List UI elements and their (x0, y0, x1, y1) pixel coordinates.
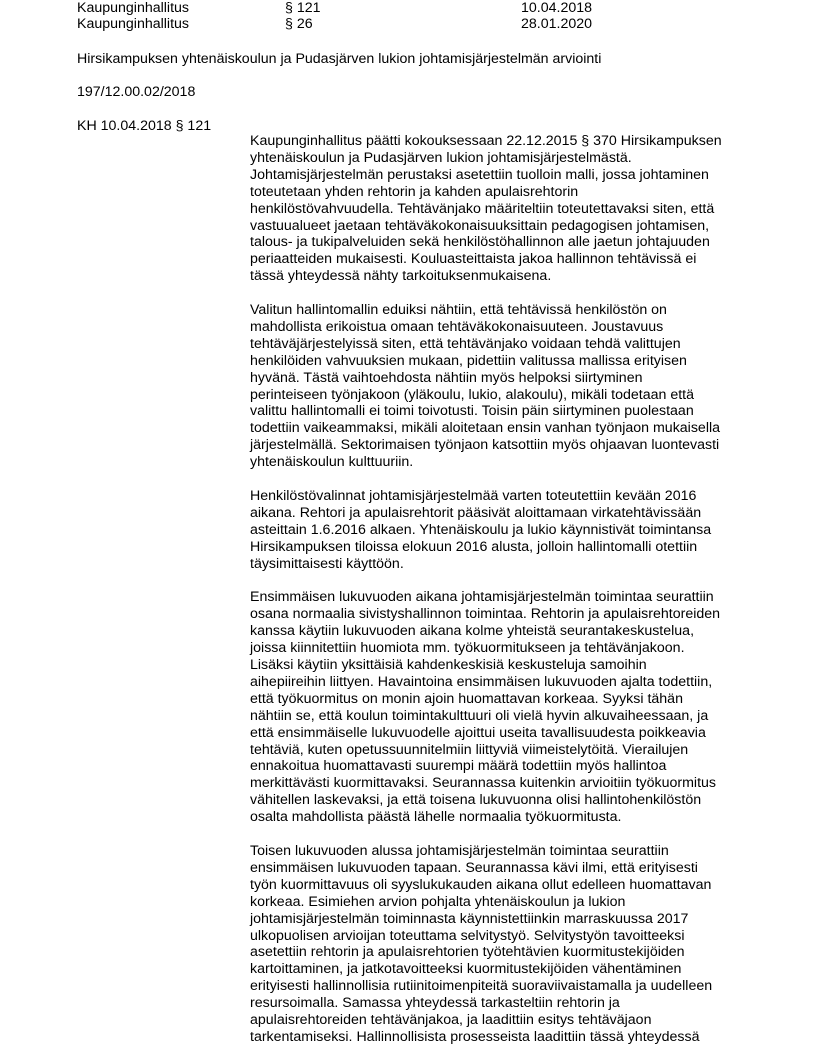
paragraph-line: täysimittaisesti käyttöön. (250, 555, 404, 572)
header-organ: Kaupunginhallitus (77, 16, 190, 32)
paragraph-line: merkittävästi kuormittavaksi. Seurannassa kuitenkin arvioitiin työkuormitus (250, 775, 717, 792)
paragraph-line: Lisäksi käytiin yksittäisiä kahdenkeskisiä keskusteluja samoihin (250, 657, 647, 674)
paragraph-line: valittu hallintomalli ei toimi toivotusti. Toisin päin siirtyminen puolestaan (250, 403, 694, 420)
paragraph (250, 488, 750, 573)
paragraph-line: hyvänä. Tästä vaihtoehdosta nähtiin myös helpoksi siirtyminen (250, 369, 643, 386)
paragraph-line: talous- ja tukipalveluiden sekä henkilöstöhallinnon alle jaetun johtajuuden (250, 234, 710, 251)
paragraph-line: todettiin vaikeammaksi, mikäli aloitetaan ensin vanhan työnjaon mukaisella (250, 420, 721, 437)
paragraph-line: korkeaa. Esimiehen arvion pohjalta yhtenäiskoulun ja lukion (250, 893, 626, 910)
paragraph-line: perinteiseen työnjakoon (yläkoulu, lukio, alakoulu), mikäli todetaan että (250, 386, 695, 403)
paragraph-line: resursoimalla. Samassa yhteydessä tarkasteltiin rehtorin ja (250, 995, 620, 1012)
header-section: § 26 (285, 16, 313, 32)
paragraph-line: vastuualueet jaetaan tehtäväkokonaisuuksittain pedagogisen johtamisen, (250, 217, 710, 234)
header-row (77, 0, 777, 17)
paragraph-line: joissa kiinnitettiin huomiota mm. työkuormitukseen ja tehtävänjakoon. (250, 640, 685, 657)
paragraph-line: Kaupunginhallitus päätti kokouksessaan 22.12.2015 § 370 Hirsikampuksen (250, 133, 722, 149)
paragraph-line: työn kuormittavuus oli syyslukukauden aikana ollut edelleen huomattavan (250, 876, 712, 893)
paragraph-line: ulkopuolisen arvioijan toteuttama selvitystyö. Selvitystyön tavoitteeksi (250, 927, 685, 944)
paragraph-line: aihepiireihin liittyen. Havaintoina ensimmäisen lukuvuoden ajalta todettiin, (250, 673, 713, 690)
paragraph-line: asteittain 1.6.2016 alkaen. Yhtenäiskoulu ja lukio käynnistivät toimintansa (250, 521, 712, 538)
document-title: Hirsikampuksen yhtenäiskoulun ja Pudasjärven lukion johtamisjärjestelmän arviointi (77, 51, 602, 67)
paragraph-line: yhtenäiskoulun ja Pudasjärven lukion johtamisjärjestelmästä. (250, 149, 632, 166)
header-date: 10.04.2018 (521, 0, 593, 16)
paragraph-line: apulaisrehtoreiden tehtävänjakoa, ja laadittiin esitys tehtäväjaon (250, 1012, 652, 1029)
paragraph-line: Johtamisjärjestelmän perustaksi asetettiin tuolloin malli, jossa johtaminen (250, 166, 709, 183)
body-text (250, 133, 750, 1063)
paragraph-line: ennakoitua huomattavasti suurempi määrä todettiin myös hallintoa (250, 758, 667, 775)
paragraph-line: tehtäviä, kuten opetussuunnitelmiin liittyviä viimeistelytöitä. Vierailujen (250, 741, 689, 758)
paragraph-line: kartoittaminen, ja jatkotavoitteeksi kuormitustekijöiden vähentäminen (250, 961, 682, 978)
paragraph-line: asetettiin rehtorin ja apulaisrehtorien työtehtävien kuormitustekijöiden (250, 944, 685, 961)
paragraph-line: Hirsikampuksen tiloissa elokuun 2016 alusta, jolloin hallintomalli otettiin (250, 538, 698, 555)
paragraph-line: Henkilöstövalinnat johtamisjärjestelmää varten toteutettiin kevään 2016 (250, 488, 697, 504)
paragraph-line: Toisen lukuvuoden alussa johtamisjärjestelmän toimintaa seurattiin (250, 843, 669, 859)
paragraph-line: nähtiin se, että koulun toimintakulttuuri oli vielä hyvin alkuvaiheessaan, ja (250, 707, 709, 724)
paragraph-line: osana normaalia sivistyshallinnon toimintaa. Rehtorin ja apulaisrehtoreiden (250, 606, 721, 623)
paragraph-line: että ensimmäiselle lukuvuodelle ajoittui useita tavallisuudesta poikkeavia (250, 724, 706, 741)
paragraph-line: Ensimmäisen lukuvuoden aikana johtamisjärjestelmän toimintaa seurattiin (250, 589, 714, 606)
paragraph-line: Valitun hallintomallin eduiksi nähtiin, että tehtävissä henkilöstön on (250, 302, 667, 319)
header-row (77, 16, 777, 33)
record-id: 197/12.00.02/2018 (77, 84, 196, 100)
paragraph-line: järjestelmällä. Sektorimaisen työnjaon katsottiin myös ohjaavan luontevasti (250, 437, 720, 454)
paragraph (250, 302, 750, 471)
meeting-reference: KH 10.04.2018 § 121 (77, 118, 212, 134)
paragraph-line: tässä yhteydessä nähty tarkoituksenmukaisena. (250, 268, 552, 285)
paragraph-line: yhtenäiskoulun kulttuuriin. (250, 454, 414, 471)
paragraph-line: henkilöstövahvuudella. Tehtävänjako määriteltiin toteutettavaksi siten, että (250, 200, 715, 217)
paragraph-line: periaatteiden mukaisesti. Kouluasteittaista jakoa hallinnon tehtävissä ei (250, 251, 697, 268)
paragraph (250, 843, 750, 1046)
header-section: § 121 (285, 0, 321, 16)
paragraph (250, 133, 750, 285)
paragraph-line: erityisesti hallinnollisia rutiinitoimenpiteitä suoraviivaistamalla ja uudelleen (250, 978, 713, 995)
header-date: 28.01.2020 (521, 16, 593, 32)
paragraph-line: että työkuormitus on monin ajoin huomattavan korkeaa. Syyksi tähän (250, 690, 683, 707)
paragraph-line: ensimmäisen lukuvuoden tapaan. Seurannassa kävi ilmi, että erityisesti (250, 859, 698, 876)
paragraph-line: toteutetaan yhden rehtorin ja kahden apulaisrehtorin (250, 183, 579, 200)
paragraph-line: vähitellen laskevaksi, ja että toisena lukuvuonna olisi hallintohenkilöstön (250, 792, 702, 809)
paragraph-line: kanssa käytiin lukuvuoden aikana kolme yhteistä seurantakeskustelua, (250, 623, 695, 640)
paragraph-line: osalta mahdollista päästä lähelle normaalia työkuormitusta. (250, 809, 622, 826)
paragraph-line: mahdollista erikoistua omaan tehtäväkokonaisuuteen. Joustavuus (250, 318, 664, 335)
paragraph-line: tarkentamiseksi. Hallinnollisista prosesseista laadittiin tässä yhteydessä (250, 1028, 700, 1045)
paragraph-line: aikana. Rehtori ja apulaisrehtorit pääsivät aloittamaan virkatehtävissään (250, 504, 702, 521)
paragraph-line: tehtäväjärjestelyissä siten, että tehtävänjako voidaan tehdä valittujen (250, 335, 681, 352)
paragraph (250, 589, 750, 826)
paragraph-line: henkilöiden vahvuuksien mukaan, pidettiin valitussa mallissa erityisen (250, 352, 687, 369)
header-organ: Kaupunginhallitus (77, 0, 190, 16)
paragraph-line: johtamisjärjestelmän toiminnasta käynnistettiinkin marraskuussa 2017 (250, 910, 689, 927)
